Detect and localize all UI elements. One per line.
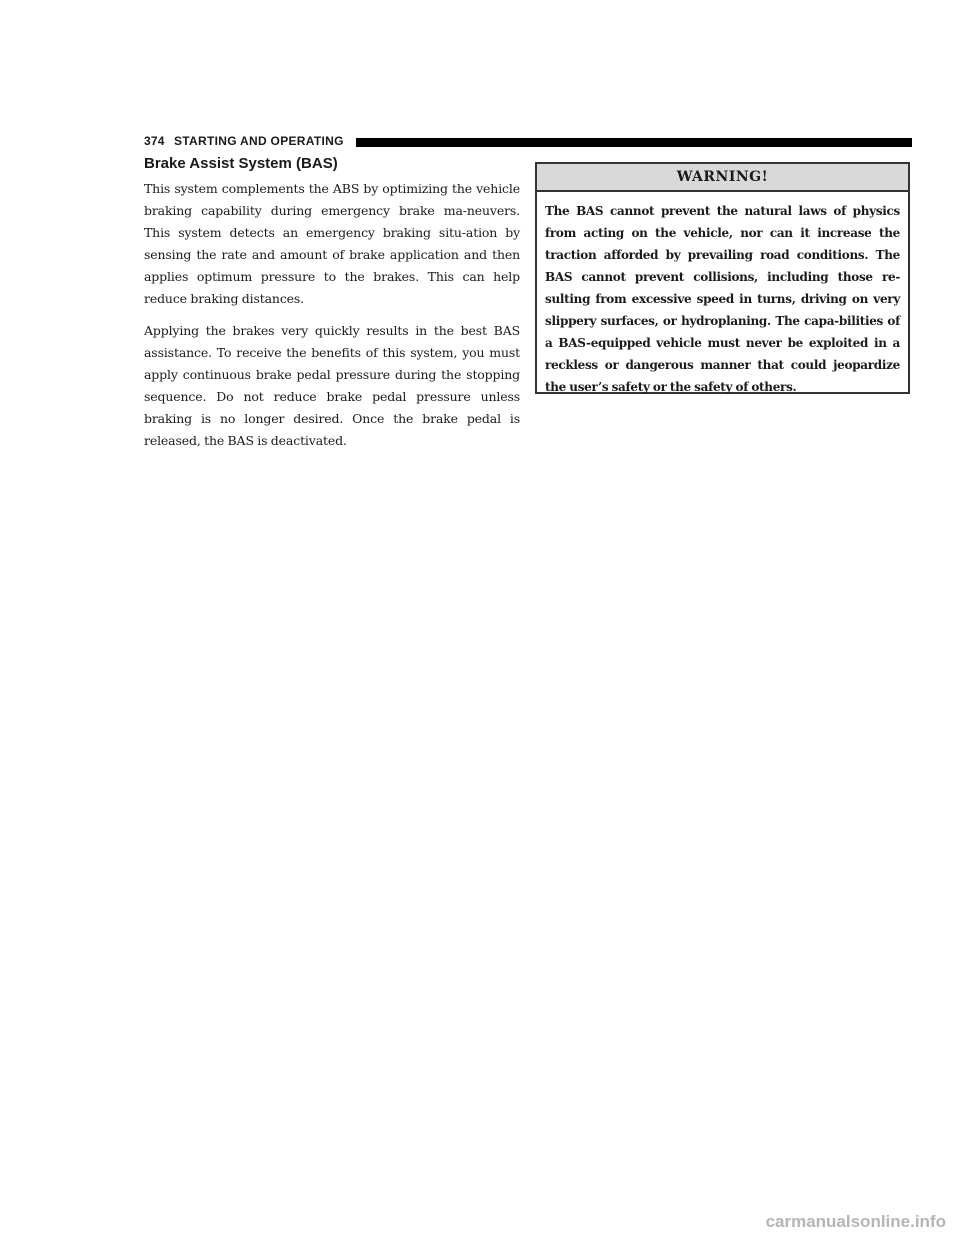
left-column (144, 155, 520, 462)
page-header (144, 136, 912, 150)
body-paragraph-2: Applying the brakes very quickly results in the best BAS assistance. To receive the benefits of this system, you must apply continuous brake pedal pressure during the stopping sequence. Do not reduce brake pedal pressure unless braking is no longer desired. Once the brake pedal is released, the BAS is deactivated. (144, 323, 520, 448)
warning-text: The BAS cannot prevent the natural laws of physics from acting on the vehicle, nor can it increase the traction afforded by prevailing road conditions. The BAS cannot prevent collisions, including those re-sulting from excessive speed in turns, driving on very slippery surfaces, or hydroplaning. The capa-bilities of a BAS-equipped vehicle must never be exploited in a reckless or dangerous manner that could jeopardize the user’s safety or the safety of others. (545, 204, 900, 394)
header-rule (356, 138, 912, 147)
watermark: carmanualsonline.info (765, 1212, 946, 1231)
section-heading: Brake Assist System (BAS) (144, 155, 338, 172)
section-title: STARTING AND OPERATING (174, 134, 344, 148)
warning-title: WARNING! (537, 164, 908, 192)
warning-box (535, 162, 910, 394)
page-number: 374 (144, 134, 165, 148)
body-paragraph-1: This system complements the ABS by optimizing the vehicle braking capability during emergency brake ma-neuvers. This system detects an emergency braking situ-ation by sensing the rate and amount of brake application and then applies optimum pressure to the brakes. This can help reduce braking distances. (144, 181, 520, 306)
